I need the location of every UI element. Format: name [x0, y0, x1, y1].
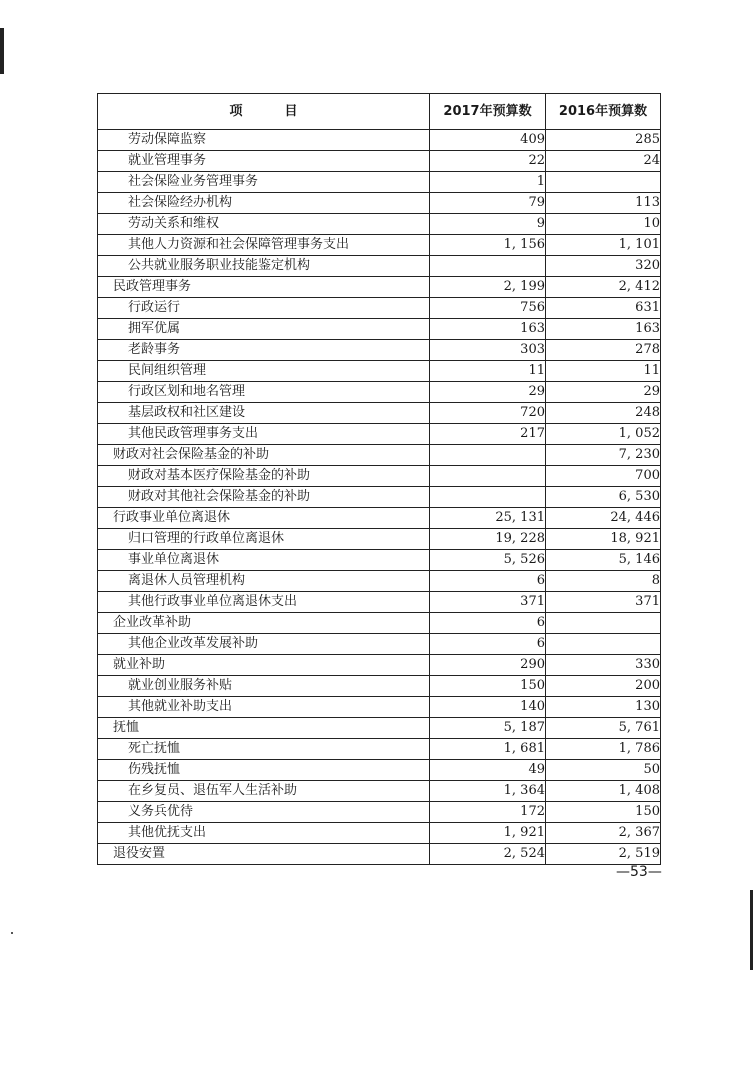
table-row — [98, 781, 661, 802]
header-2017: 2017年预算数 — [430, 94, 546, 130]
row-value-2017 — [430, 487, 546, 508]
row-value-2017: 217 — [430, 424, 546, 445]
row-value-2016: 1, 786 — [546, 739, 661, 760]
row-item-name: 其他行政事业单位离退休支出 — [98, 592, 430, 613]
row-value-2016: 18, 921 — [546, 529, 661, 550]
table-row — [98, 697, 661, 718]
row-value-2017: 49 — [430, 760, 546, 781]
header-item-char-2: 目 — [284, 104, 298, 119]
row-value-2017 — [430, 466, 546, 487]
table-row — [98, 130, 661, 151]
row-value-2016: 163 — [546, 319, 661, 340]
row-value-2016: 50 — [546, 760, 661, 781]
row-value-2017: 79 — [430, 193, 546, 214]
row-item-name: 在乡复员、退伍军人生活补助 — [98, 781, 430, 802]
row-value-2016: 150 — [546, 802, 661, 823]
row-item-name: 行政运行 — [98, 298, 430, 319]
row-value-2016: 5, 146 — [546, 550, 661, 571]
row-value-2016: 10 — [546, 214, 661, 235]
row-value-2016: 113 — [546, 193, 661, 214]
row-value-2017 — [430, 256, 546, 277]
row-item-name: 其他民政管理事务支出 — [98, 424, 430, 445]
row-item-name: 伤残抚恤 — [98, 760, 430, 781]
table-row — [98, 655, 661, 676]
row-item-name: 基层政权和社区建设 — [98, 403, 430, 424]
row-item-name: 归口管理的行政单位离退休 — [98, 529, 430, 550]
row-item-name: 财政对社会保险基金的补助 — [98, 445, 430, 466]
table-row — [98, 823, 661, 844]
table-header-row — [98, 94, 661, 130]
table-row — [98, 193, 661, 214]
scan-speck — [11, 932, 13, 934]
table-row — [98, 298, 661, 319]
table-row — [98, 403, 661, 424]
budget-table — [97, 93, 661, 865]
table-row — [98, 508, 661, 529]
table-row — [98, 361, 661, 382]
row-item-name: 退役安置 — [98, 844, 430, 865]
row-value-2017: 5, 187 — [430, 718, 546, 739]
row-value-2016: 320 — [546, 256, 661, 277]
row-value-2017: 2, 524 — [430, 844, 546, 865]
header-2016: 2016年预算数 — [546, 94, 661, 130]
row-value-2017: 290 — [430, 655, 546, 676]
row-value-2017: 19, 228 — [430, 529, 546, 550]
row-item-name: 其他优抚支出 — [98, 823, 430, 844]
header-item — [98, 94, 430, 130]
row-item-name: 事业单位离退休 — [98, 550, 430, 571]
table-row — [98, 487, 661, 508]
row-item-name: 行政事业单位离退休 — [98, 508, 430, 529]
row-value-2017: 720 — [430, 403, 546, 424]
scan-edge-mark — [0, 28, 4, 74]
row-value-2017: 11 — [430, 361, 546, 382]
row-item-name: 社会保险业务管理事务 — [98, 172, 430, 193]
table-row — [98, 235, 661, 256]
row-value-2016: 29 — [546, 382, 661, 403]
table-row — [98, 550, 661, 571]
row-value-2017: 1, 681 — [430, 739, 546, 760]
row-value-2016: 285 — [546, 130, 661, 151]
row-item-name: 财政对基本医疗保险基金的补助 — [98, 466, 430, 487]
table-row — [98, 760, 661, 781]
row-value-2016: 6, 530 — [546, 487, 661, 508]
row-value-2016: 631 — [546, 298, 661, 319]
row-value-2017: 5, 526 — [430, 550, 546, 571]
row-item-name: 义务兵优待 — [98, 802, 430, 823]
row-value-2017: 140 — [430, 697, 546, 718]
row-item-name: 拥军优属 — [98, 319, 430, 340]
row-value-2017: 6 — [430, 571, 546, 592]
table-row — [98, 571, 661, 592]
row-value-2017: 22 — [430, 151, 546, 172]
row-value-2016 — [546, 613, 661, 634]
row-value-2016: 5, 761 — [546, 718, 661, 739]
row-value-2016: 2, 519 — [546, 844, 661, 865]
row-value-2016: 8 — [546, 571, 661, 592]
table-row — [98, 739, 661, 760]
row-value-2016: 278 — [546, 340, 661, 361]
table-row — [98, 382, 661, 403]
row-value-2017: 2, 199 — [430, 277, 546, 298]
row-value-2016: 1, 052 — [546, 424, 661, 445]
row-value-2016: 2, 367 — [546, 823, 661, 844]
table-row — [98, 340, 661, 361]
row-item-name: 民政管理事务 — [98, 277, 430, 298]
row-value-2017: 150 — [430, 676, 546, 697]
table-row — [98, 844, 661, 865]
table-row — [98, 151, 661, 172]
row-value-2016: 24 — [546, 151, 661, 172]
row-value-2017: 409 — [430, 130, 546, 151]
table-row — [98, 445, 661, 466]
row-value-2017: 9 — [430, 214, 546, 235]
table-row — [98, 634, 661, 655]
row-item-name: 就业创业服务补贴 — [98, 676, 430, 697]
row-value-2017: 163 — [430, 319, 546, 340]
row-value-2017: 756 — [430, 298, 546, 319]
row-value-2016: 24, 446 — [546, 508, 661, 529]
table-row — [98, 214, 661, 235]
table-row — [98, 424, 661, 445]
row-value-2016: 7, 230 — [546, 445, 661, 466]
row-value-2016: 130 — [546, 697, 661, 718]
row-item-name: 企业改革补助 — [98, 613, 430, 634]
table-row — [98, 592, 661, 613]
table-row — [98, 613, 661, 634]
table-row — [98, 676, 661, 697]
table-row — [98, 172, 661, 193]
row-value-2016: 248 — [546, 403, 661, 424]
row-value-2016: 11 — [546, 361, 661, 382]
row-item-name: 就业管理事务 — [98, 151, 430, 172]
row-item-name: 劳动保障监察 — [98, 130, 430, 151]
row-value-2017: 172 — [430, 802, 546, 823]
row-value-2017: 6 — [430, 613, 546, 634]
row-item-name: 民间组织管理 — [98, 361, 430, 382]
row-value-2017: 303 — [430, 340, 546, 361]
row-value-2016: 200 — [546, 676, 661, 697]
row-item-name: 其他就业补助支出 — [98, 697, 430, 718]
row-value-2016: 2, 412 — [546, 277, 661, 298]
page-number: —53— — [616, 864, 662, 880]
row-value-2016: 371 — [546, 592, 661, 613]
row-item-name: 劳动关系和维权 — [98, 214, 430, 235]
scan-edge-mark — [750, 890, 753, 970]
row-item-name: 其他人力资源和社会保障管理事务支出 — [98, 235, 430, 256]
table-row — [98, 277, 661, 298]
row-item-name: 抚恤 — [98, 718, 430, 739]
row-item-name: 离退休人员管理机构 — [98, 571, 430, 592]
row-value-2016 — [546, 634, 661, 655]
row-item-name: 死亡抚恤 — [98, 739, 430, 760]
row-value-2017: 1, 921 — [430, 823, 546, 844]
row-item-name: 就业补助 — [98, 655, 430, 676]
header-item-char-1: 项 — [229, 104, 243, 119]
row-value-2017: 25, 131 — [430, 508, 546, 529]
row-value-2017: 1 — [430, 172, 546, 193]
table-row — [98, 466, 661, 487]
row-item-name: 其他企业改革发展补助 — [98, 634, 430, 655]
row-value-2017 — [430, 445, 546, 466]
row-value-2017: 1, 364 — [430, 781, 546, 802]
row-item-name: 财政对其他社会保险基金的补助 — [98, 487, 430, 508]
table-row — [98, 319, 661, 340]
row-value-2017: 1, 156 — [430, 235, 546, 256]
row-item-name: 老龄事务 — [98, 340, 430, 361]
row-value-2016 — [546, 172, 661, 193]
row-value-2016: 1, 408 — [546, 781, 661, 802]
row-value-2016: 1, 101 — [546, 235, 661, 256]
row-value-2017: 371 — [430, 592, 546, 613]
row-value-2016: 330 — [546, 655, 661, 676]
row-item-name: 公共就业服务职业技能鉴定机构 — [98, 256, 430, 277]
table-row — [98, 802, 661, 823]
table-row — [98, 718, 661, 739]
table-row — [98, 256, 661, 277]
row-value-2016: 700 — [546, 466, 661, 487]
row-item-name: 行政区划和地名管理 — [98, 382, 430, 403]
row-item-name: 社会保险经办机构 — [98, 193, 430, 214]
row-value-2017: 29 — [430, 382, 546, 403]
row-value-2017: 6 — [430, 634, 546, 655]
table-row — [98, 529, 661, 550]
